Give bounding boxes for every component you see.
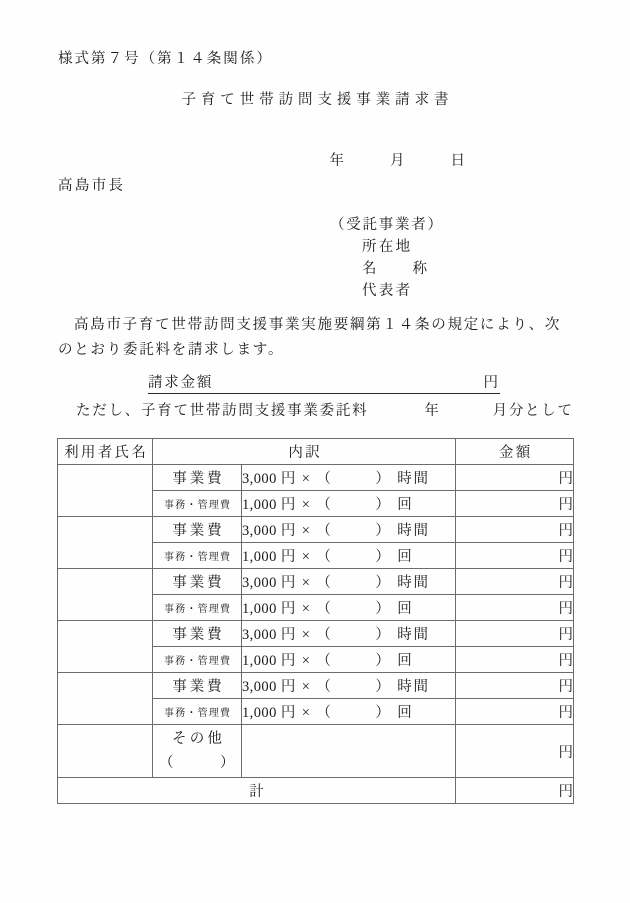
multiply-icon: × <box>301 627 311 643</box>
expense-kind-cell: 事務・管理費 <box>153 543 242 569</box>
expense-kind-cell: 事務・管理費 <box>153 595 242 621</box>
expense-kind-cell: 事業費 <box>153 517 242 543</box>
date-year-label: 年 <box>329 153 344 169</box>
multiply-icon: × <box>301 523 311 539</box>
table-row <box>58 673 574 699</box>
other-label: その他 <box>172 731 226 747</box>
expense-kind-cell: 事業費 <box>153 673 242 699</box>
multiply-icon: × <box>301 601 311 617</box>
amount-cell[interactable]: 円 <box>456 699 574 725</box>
expense-kind-cell: 事務・管理費 <box>153 491 242 517</box>
expense-detail-cell <box>242 621 456 647</box>
other-kind-cell <box>153 725 242 778</box>
paren-open: （ <box>316 705 332 721</box>
quantity-unit: 回 <box>397 601 414 617</box>
paren-open: （ <box>159 755 174 771</box>
amount-cell[interactable]: 円 <box>456 595 574 621</box>
paren-close: ） <box>375 523 391 539</box>
date-day-label: 日 <box>450 153 465 169</box>
expense-kind-cell: 事業費 <box>153 569 242 595</box>
other-detail-cell[interactable] <box>242 725 456 778</box>
user-name-cell[interactable] <box>58 569 153 621</box>
paren-close: ） <box>375 549 391 565</box>
quantity-unit: 時間 <box>397 523 430 539</box>
table-row <box>58 621 574 647</box>
expense-kind-cell: 事業費 <box>153 621 242 647</box>
contractor-representative-label: 代表者 <box>362 283 413 299</box>
paren-close: ） <box>375 497 391 513</box>
claim-amount-line <box>148 372 500 394</box>
contractor-name-label: 名 称 <box>362 261 430 277</box>
multiply-icon: × <box>301 497 311 513</box>
table-header-row <box>58 439 574 465</box>
paren-close: ） <box>219 755 235 771</box>
paren-close: ） <box>375 575 391 591</box>
body-paragraph-text: 高島市子育て世帯訪問支援事業実施要綱第１４条の規定により、次のとおり委託料を請求します。 <box>58 317 562 358</box>
header-amount: 金額 <box>456 439 574 465</box>
expense-detail-cell <box>242 543 456 569</box>
table-row-other <box>58 725 574 778</box>
paren-open: （ <box>316 575 332 591</box>
unit-price: 3,000 円 <box>242 679 296 695</box>
total-amount-cell[interactable]: 円 <box>456 778 574 804</box>
expense-detail-cell <box>242 699 456 725</box>
paren-close: ） <box>375 705 391 721</box>
unit-price: 3,000 円 <box>242 523 296 539</box>
claim-period-prefix: ただし、子育て世帯訪問支援事業委託料 <box>76 403 369 419</box>
quantity-unit: 回 <box>397 705 414 721</box>
user-name-cell[interactable] <box>58 673 153 725</box>
user-name-cell[interactable] <box>58 725 153 778</box>
quantity-unit: 回 <box>397 653 414 669</box>
paren-close: ） <box>375 471 391 487</box>
paren-open: （ <box>316 653 332 669</box>
addressee: 高島市長 <box>58 178 126 194</box>
breakdown-table <box>57 438 574 804</box>
date-month-label: 月 <box>390 153 405 169</box>
table-row <box>58 517 574 543</box>
claim-period-year-label: 年 <box>424 403 441 419</box>
multiply-icon: × <box>301 705 311 721</box>
expense-detail-cell <box>242 673 456 699</box>
paren-open: （ <box>316 601 332 617</box>
unit-price: 1,000 円 <box>242 653 296 669</box>
paren-open: （ <box>316 471 332 487</box>
quantity-unit: 時間 <box>397 679 430 695</box>
quantity-unit: 時間 <box>397 627 430 643</box>
unit-price: 3,000 円 <box>242 471 296 487</box>
amount-cell[interactable]: 円 <box>456 621 574 647</box>
claim-period-suffix: 月分として <box>492 403 574 419</box>
multiply-icon: × <box>301 575 311 591</box>
expense-detail-cell <box>242 491 456 517</box>
amount-cell[interactable]: 円 <box>456 543 574 569</box>
unit-price: 1,000 円 <box>242 549 296 565</box>
table-row <box>58 569 574 595</box>
expense-kind-cell: 事業費 <box>153 465 242 491</box>
paren-open: （ <box>316 549 332 565</box>
expense-kind-cell: 事務・管理費 <box>153 699 242 725</box>
quantity-unit: 時間 <box>397 575 430 591</box>
expense-detail-cell <box>242 595 456 621</box>
multiply-icon: × <box>301 653 311 669</box>
amount-cell[interactable]: 円 <box>456 491 574 517</box>
user-name-cell[interactable] <box>58 517 153 569</box>
user-name-cell[interactable] <box>58 621 153 673</box>
claim-amount-label: 請求金額 <box>148 375 213 391</box>
paren-close: ） <box>375 601 391 617</box>
paren-open: （ <box>316 523 332 539</box>
expense-kind-cell: 事務・管理費 <box>153 647 242 673</box>
expense-detail-cell <box>242 569 456 595</box>
table-row <box>58 465 574 491</box>
expense-detail-cell <box>242 517 456 543</box>
paren-open: （ <box>316 627 332 643</box>
total-label: 計 <box>58 778 456 804</box>
claim-amount-unit: 円 <box>483 375 498 391</box>
header-user-name: 利用者氏名 <box>58 439 153 465</box>
quantity-unit: 回 <box>397 549 414 565</box>
unit-price: 1,000 円 <box>242 705 296 721</box>
other-note[interactable] <box>153 751 241 775</box>
paren-close: ） <box>375 653 391 669</box>
unit-price: 1,000 円 <box>242 601 296 617</box>
amount-cell[interactable]: 円 <box>456 673 574 699</box>
other-amount-cell[interactable]: 円 <box>456 725 574 778</box>
paren-open: （ <box>316 679 332 695</box>
amount-cell[interactable]: 円 <box>456 465 574 491</box>
amount-cell[interactable]: 円 <box>456 647 574 673</box>
paren-close: ） <box>375 627 391 643</box>
claim-period-line <box>76 399 574 420</box>
amount-cell[interactable]: 円 <box>456 517 574 543</box>
body-paragraph <box>58 313 574 363</box>
quantity-unit: 回 <box>397 497 414 513</box>
user-name-cell[interactable] <box>58 465 153 517</box>
table-row-total <box>58 778 574 804</box>
amount-cell[interactable]: 円 <box>456 569 574 595</box>
paren-close: ） <box>375 679 391 695</box>
contractor-heading: （受託事業者） <box>330 217 444 233</box>
contractor-address-label: 所在地 <box>362 239 413 255</box>
multiply-icon: × <box>301 679 311 695</box>
paren-open: （ <box>316 497 332 513</box>
expense-detail-cell <box>242 647 456 673</box>
page-title: 子育て世帯訪問支援事業請求書 <box>181 92 454 108</box>
quantity-unit: 時間 <box>397 471 430 487</box>
contractor-block <box>330 214 444 302</box>
form-number: 様式第７号（第１４条関係） <box>58 51 273 67</box>
multiply-icon: × <box>301 471 311 487</box>
multiply-icon: × <box>301 549 311 565</box>
header-breakdown: 内訳 <box>153 439 456 465</box>
unit-price: 3,000 円 <box>242 627 296 643</box>
expense-detail-cell <box>242 465 456 491</box>
unit-price: 3,000 円 <box>242 575 296 591</box>
unit-price: 1,000 円 <box>242 497 296 513</box>
